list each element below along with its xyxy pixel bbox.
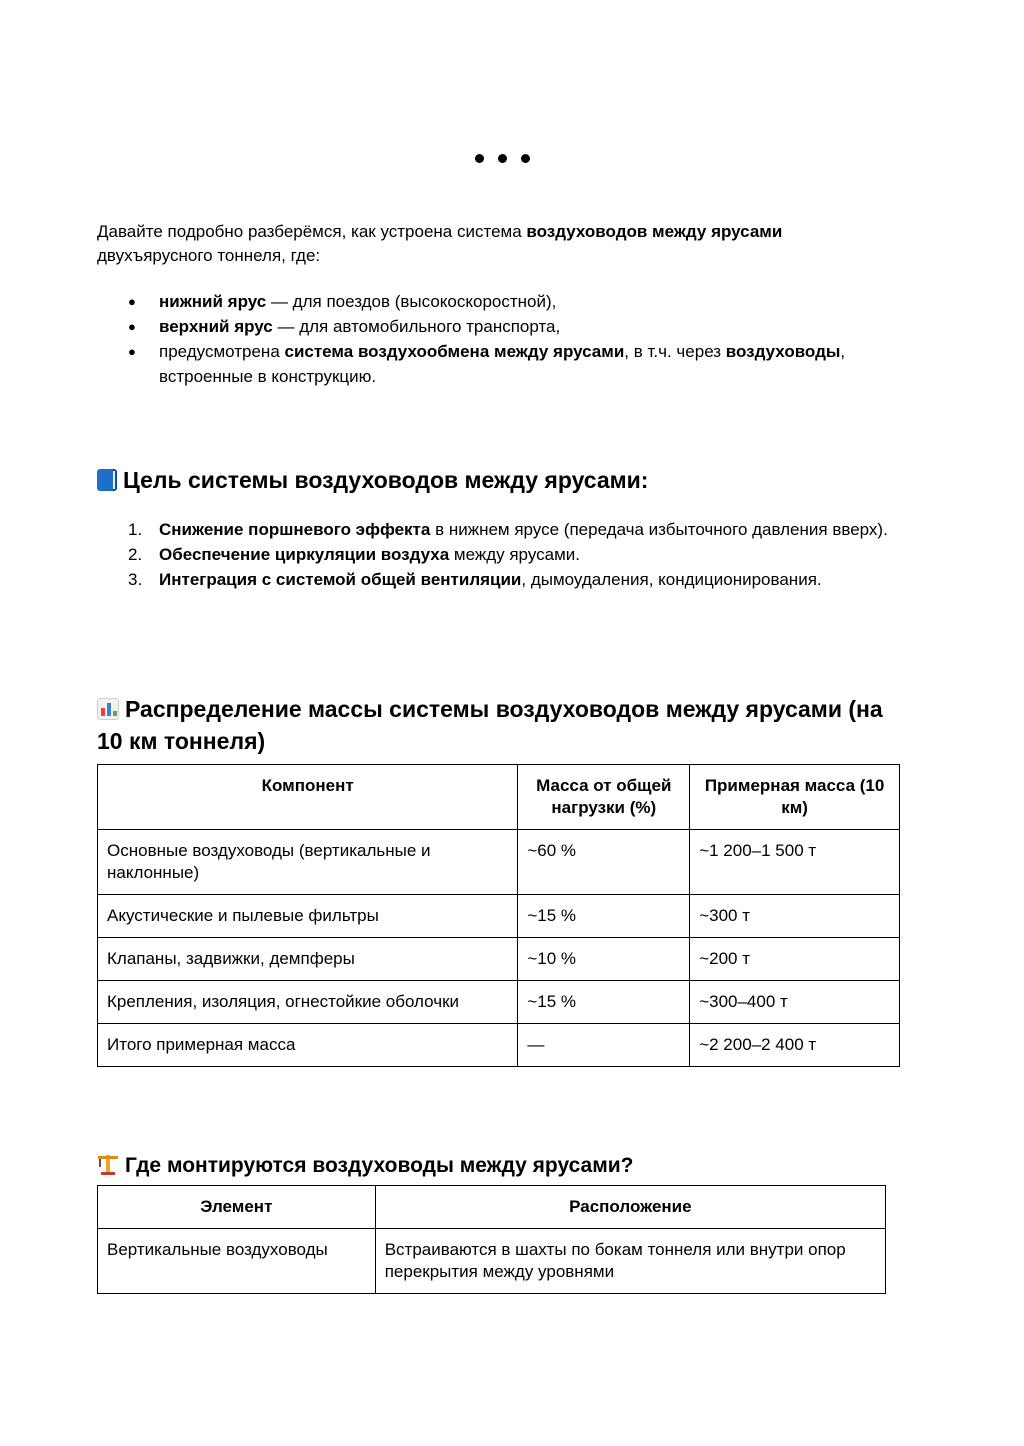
list-item xyxy=(97,339,857,389)
list-number: 2. xyxy=(128,545,143,564)
column-header: Расположение xyxy=(375,1186,885,1229)
mass-heading-text: Распределение массы системы воздуховодов между ярусами (на 10 км тоннеля) xyxy=(97,696,883,754)
table-row xyxy=(98,830,900,895)
list-item xyxy=(97,314,857,339)
table-header-row xyxy=(98,1186,886,1229)
mount-heading xyxy=(97,1150,897,1182)
intro-text-end: двухъярусного тоннеля, где: xyxy=(97,246,321,265)
dot-icon xyxy=(475,154,484,163)
table-cell: ~2 200–2 400 т xyxy=(690,1024,900,1067)
list-item-text: — для автомобильного транспорта, xyxy=(272,317,561,336)
table-cell: ~300 т xyxy=(690,895,900,938)
list-item-bold: Снижение поршневого эффекта xyxy=(159,520,431,539)
list-item-text: , дымоудаления, кондиционирования. xyxy=(521,570,822,589)
list-item-bold: верхний ярус xyxy=(159,317,273,336)
tier-list xyxy=(97,289,857,389)
table-cell: Вертикальные воздуховоды xyxy=(98,1229,376,1294)
mass-table xyxy=(97,764,900,1067)
dot-icon xyxy=(498,154,507,163)
table-row xyxy=(98,895,900,938)
construction-crane-icon xyxy=(97,1153,119,1175)
table-cell: Итого примерная масса xyxy=(98,1024,518,1067)
mount-heading-text: Где монтируются воздуховоды между ярусами? xyxy=(125,1154,634,1177)
table-cell: Крепления, изоляция, огнестойкие оболочки xyxy=(98,981,518,1024)
table-header-row xyxy=(98,765,900,830)
intro-text: Давайте подробно разберёмся, как устроена система xyxy=(97,222,527,241)
table-cell: — xyxy=(518,1024,690,1067)
column-header: Масса от общей нагрузки (%) xyxy=(518,765,690,830)
list-item xyxy=(97,567,907,592)
intro-paragraph xyxy=(97,220,897,268)
table-cell: ~60 % xyxy=(518,830,690,895)
bullet-icon: ● xyxy=(128,294,136,309)
list-item-text: , встроенные в конструкцию. xyxy=(159,342,846,386)
table-cell: ~300–400 т xyxy=(690,981,900,1024)
mass-heading xyxy=(97,693,907,757)
table-cell: Акустические и пылевые фильтры xyxy=(98,895,518,938)
column-header: Компонент xyxy=(98,765,518,830)
table-row xyxy=(98,1229,886,1294)
table-row xyxy=(98,1024,900,1067)
table-cell: Основные воздуховоды (вертикальные и наклонные) xyxy=(98,830,518,895)
list-item-text: — для поездов (высокоскоростной), xyxy=(266,292,557,311)
table-cell: ~10 % xyxy=(518,938,690,981)
mount-table xyxy=(97,1185,886,1294)
intro-bold-text: воздуховодов между ярусами xyxy=(526,222,783,241)
list-number: 3. xyxy=(128,570,143,589)
list-item-bold: Интеграция с системой общей вентиляции xyxy=(159,570,522,589)
list-item-bold: воздуховоды xyxy=(725,342,841,361)
list-number: 1. xyxy=(128,520,143,539)
column-header: Примерная масса (10 км) xyxy=(690,765,900,830)
table-row xyxy=(98,938,900,981)
table-cell: ~1 200–1 500 т xyxy=(690,830,900,895)
table-row xyxy=(98,981,900,1024)
table-cell: ~15 % xyxy=(518,981,690,1024)
bar-chart-icon xyxy=(97,698,119,720)
list-item-text: предусмотрена xyxy=(159,342,285,361)
list-item xyxy=(97,289,857,314)
goal-list xyxy=(97,517,907,592)
list-item-text: в нижнем ярусе (передача избыточного давления вверх). xyxy=(430,520,888,539)
column-header: Элемент xyxy=(98,1186,376,1229)
table-cell: ~200 т xyxy=(690,938,900,981)
list-item-bold: нижний ярус xyxy=(159,292,267,311)
list-item-bold: система воздухообмена между ярусами xyxy=(284,342,625,361)
bullet-icon: ● xyxy=(128,319,136,334)
goal-heading xyxy=(97,464,897,496)
ellipsis-separator xyxy=(97,150,907,168)
list-item-text: , в т.ч. через xyxy=(624,342,726,361)
list-item-text: между ярусами. xyxy=(449,545,580,564)
table-cell: ~15 % xyxy=(518,895,690,938)
table-cell: Встраиваются в шахты по бокам тоннеля или внутри опор перекрытия между уровнями xyxy=(375,1229,885,1294)
list-item xyxy=(97,517,907,542)
table-cell: Клапаны, задвижки, демпферы xyxy=(98,938,518,981)
list-item xyxy=(97,542,907,567)
blue-book-icon xyxy=(97,469,117,491)
bullet-icon: ● xyxy=(128,344,136,359)
dot-icon xyxy=(521,154,530,163)
list-item-bold: Обеспечение циркуляции воздуха xyxy=(159,545,450,564)
goal-heading-text: Цель системы воздуховодов между ярусами: xyxy=(123,467,649,493)
